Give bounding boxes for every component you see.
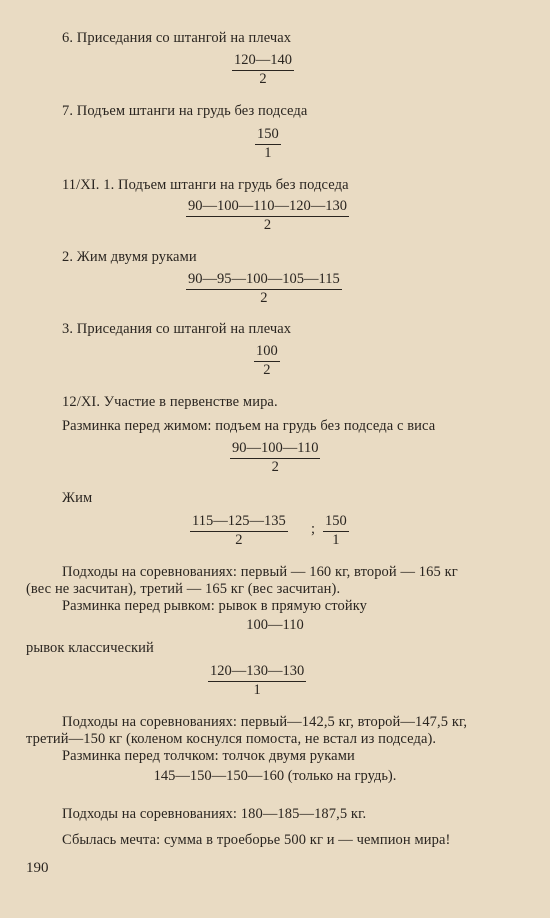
fraction-separator: ; xyxy=(311,521,316,537)
final-result: Сбылась мечта: сумма в троеборье 500 кг и — чемпион мира! xyxy=(62,832,451,848)
fraction-press-top xyxy=(323,513,349,549)
fraction-numerator: 120—140 xyxy=(232,52,294,71)
fraction-denominator: 2 xyxy=(263,362,271,378)
fraction-numerator: 90—95—100—105—115 xyxy=(186,271,342,290)
attempts-snatch-2: третий—150 кг (коленом коснулся помоста, не встал из подседа). xyxy=(26,731,437,747)
fraction-numerator: 150 xyxy=(255,126,281,145)
fraction-snatch xyxy=(208,663,306,699)
fraction-numerator: 100 xyxy=(254,343,280,362)
fraction-squat-2 xyxy=(254,343,280,379)
press-heading: Жим xyxy=(62,490,93,506)
page-number: 190 xyxy=(26,860,49,876)
attempts-press-2: (вес не засчитан), третий — 165 кг (вес засчитан). xyxy=(26,581,341,597)
warmup-press: Разминка перед жимом: подъем на грудь без подседа с виса xyxy=(62,418,436,434)
attempts-jerk: Подходы на соревнованиях: 180—185—187,5 кг. xyxy=(62,806,367,822)
fraction-denominator: 2 xyxy=(235,532,243,548)
day-11-entry: 11/XI. 1. Подъем штанги на грудь без подседа xyxy=(62,177,349,193)
fraction-denominator: 2 xyxy=(263,217,272,233)
exercise-7: 7. Подъем штанги на грудь без подседа xyxy=(62,103,308,119)
snatch-classic-label: рывок классический xyxy=(26,640,154,656)
fraction-denominator: 2 xyxy=(259,71,267,87)
fraction-clean-series xyxy=(186,198,349,234)
fraction-warmup-press xyxy=(230,440,320,476)
fraction-numerator: 120—130—130 xyxy=(208,663,306,682)
fraction-numerator: 90—100—110—120—130 xyxy=(186,198,349,217)
attempts-press-1: Подходы на соревнованиях: первый — 160 кг, второй — 165 кг xyxy=(62,564,458,580)
fraction-denominator: 2 xyxy=(260,290,268,306)
warmup-jerk: Разминка перед толчком: толчок двумя руками xyxy=(62,748,355,764)
fraction-denominator: 1 xyxy=(264,145,272,161)
day-12-entry: 12/XI. Участие в первенстве мира. xyxy=(62,394,278,410)
exercise-3: 3. Приседания со штангой на плечах xyxy=(62,321,292,337)
fraction-denominator: 1 xyxy=(332,532,340,548)
fraction-press xyxy=(186,271,342,307)
fraction-clean xyxy=(255,126,281,162)
snatch-split-weights: 100—110 xyxy=(246,617,304,633)
fraction-denominator: 2 xyxy=(271,459,279,475)
attempts-snatch-1: Подходы на соревнованиях: первый—142,5 кг, второй—147,5 кг, xyxy=(62,714,468,730)
exercise-2: 2. Жим двумя руками xyxy=(62,249,197,265)
jerk-weights: 145—150—150—160 (только на грудь). xyxy=(153,768,397,784)
fraction-numerator: 150 xyxy=(323,513,349,532)
fraction-denominator: 1 xyxy=(253,682,261,698)
fraction-press-series xyxy=(190,513,288,549)
fraction-squat xyxy=(232,52,294,88)
warmup-snatch: Разминка перед рывком: рывок в прямую стойку xyxy=(62,598,368,614)
fraction-numerator: 90—100—110 xyxy=(230,440,320,459)
fraction-numerator: 115—125—135 xyxy=(190,513,288,532)
exercise-6: 6. Приседания со штангой на плечах xyxy=(62,30,292,46)
